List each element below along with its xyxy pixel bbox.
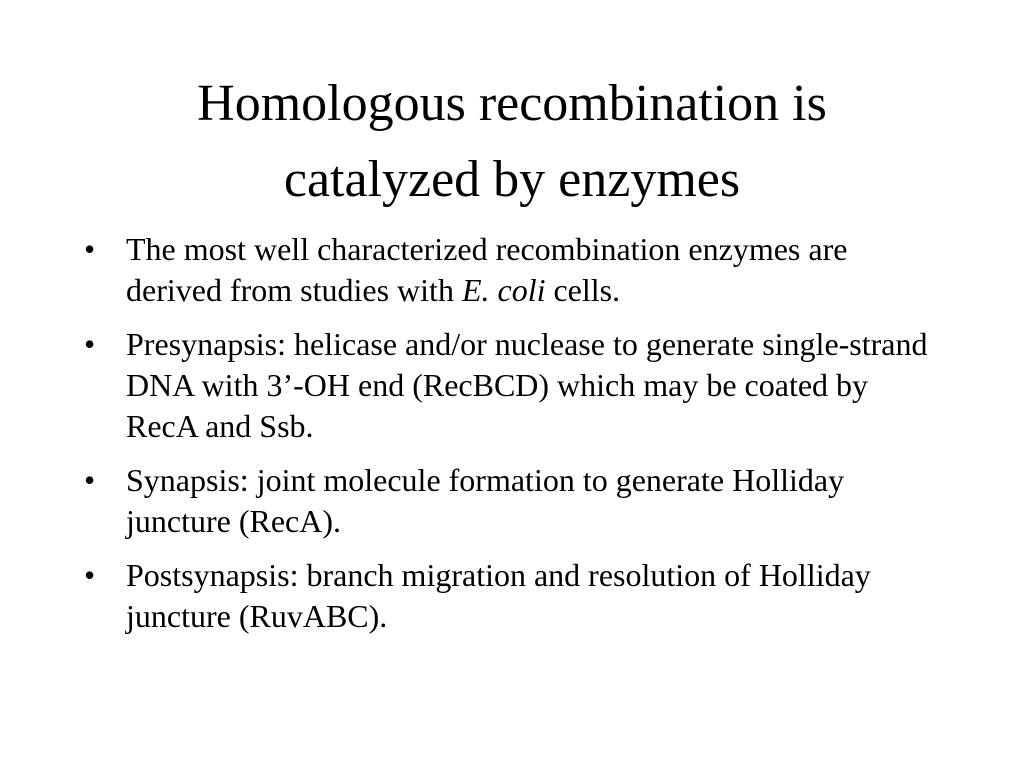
bullet-text-part: cells. xyxy=(545,272,621,308)
bullet-item-ecoli xyxy=(84,229,934,311)
slide-title-line-1: Homologous recombination is xyxy=(197,75,827,132)
bullet-text: Synapsis: joint molecule formation to generate Holliday juncture (RecA). xyxy=(126,462,845,539)
slide-title-line-2: catalyzed by enzymes xyxy=(283,151,741,208)
bullet-item-postsynapsis xyxy=(84,555,934,637)
bullet-item-synapsis xyxy=(84,460,934,542)
organism-name: E. coli xyxy=(461,272,546,308)
bullet-list xyxy=(84,229,934,650)
bullet-text: Postsynapsis: branch migration and resolution of Holliday juncture (RuvABC). xyxy=(126,557,871,634)
slide-title xyxy=(60,66,964,218)
bullet-text: Presynapsis: helicase and/or nuclease to generate single-strand DNA with 3’-OH end (RecBCD) which may be coated by RecA and Ssb. xyxy=(126,326,928,444)
bullet-text-part: The most well characterized recombination enzymes are derived from studies with xyxy=(126,231,848,308)
bullet-dot-icon: • xyxy=(84,231,96,267)
bullet-item-presynapsis xyxy=(84,324,934,447)
bullet-text xyxy=(126,229,934,311)
bullet-dot-icon: • xyxy=(84,326,96,362)
bullet-dot-icon: • xyxy=(84,557,96,593)
bullet-dot-icon: • xyxy=(84,462,96,498)
